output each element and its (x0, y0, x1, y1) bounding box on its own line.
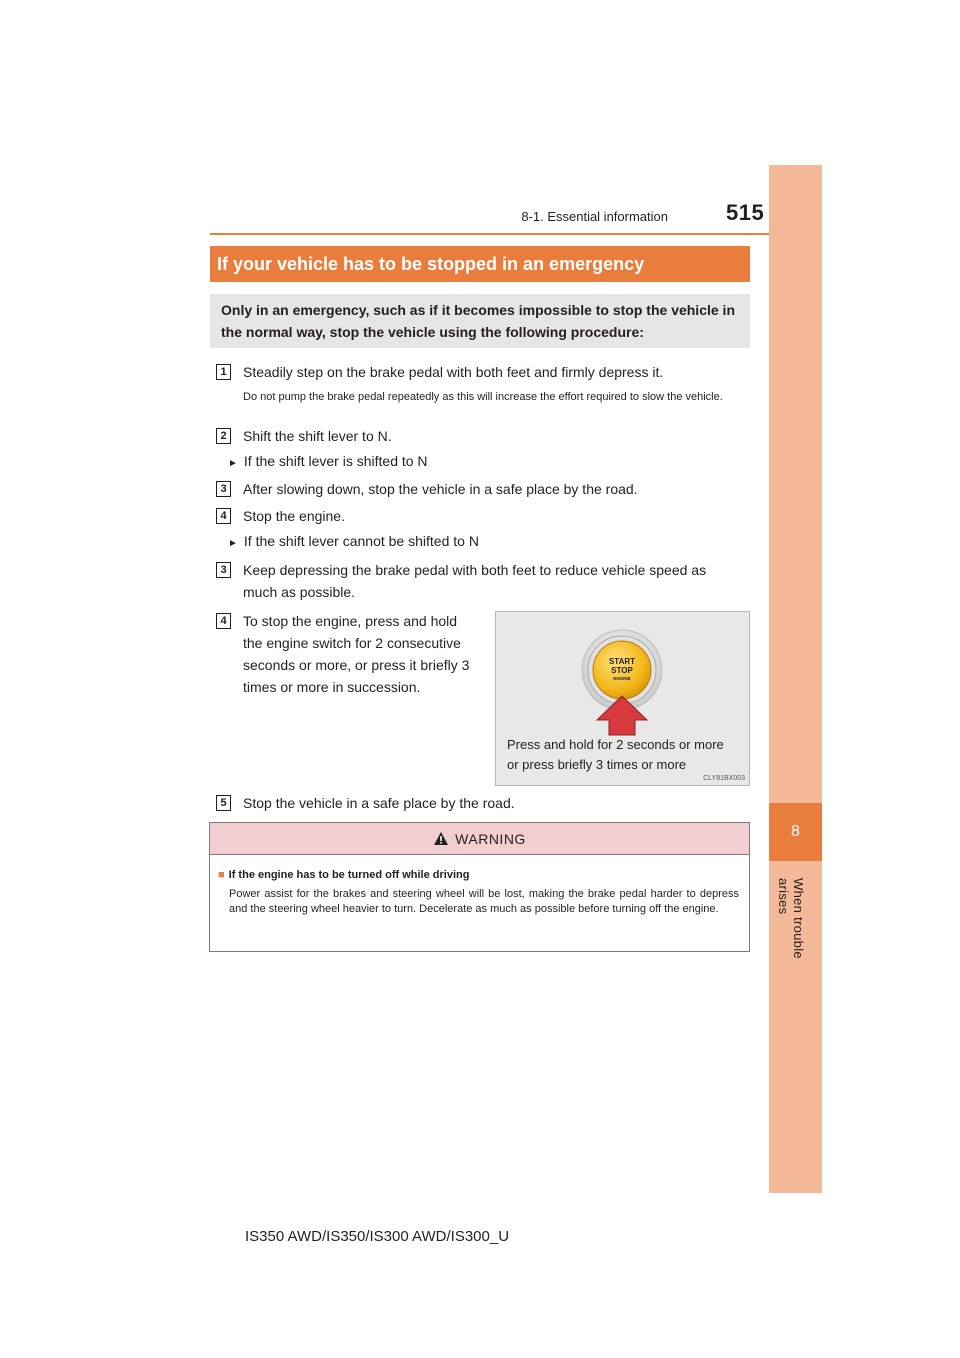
triangle-bullet-icon: ► (228, 458, 238, 469)
warning-subhead (218, 869, 469, 881)
engine-switch-figure (495, 611, 750, 786)
step-number-4a: 4 (216, 508, 231, 524)
step-3a-text: After slowing down, stop the vehicle in a safe place by the road. (243, 481, 638, 497)
step-4b-line2: the engine switch for 2 consecutive (243, 635, 461, 651)
step-5-text: Stop the vehicle in a safe place by the road. (243, 795, 515, 811)
warning-body: Power assist for the brakes and steering wheel will be lost, making the brake pedal harder to depress and the steering wheel heavier to turn. Decelerate as much as possible before turning off the engine. (229, 888, 739, 915)
stop-label: STOP (611, 666, 633, 675)
step-1-note: Do not pump the brake pedal repeatedly as this will increase the effort required to slow the vehicle. (243, 391, 723, 403)
square-bullet-icon: ■ (218, 869, 225, 881)
step-4a-text: Stop the engine. (243, 508, 345, 524)
engine-switch-illustration (496, 612, 749, 737)
engine-label: ENGINE (613, 676, 631, 681)
step-3b-line1: Keep depressing the brake pedal with both feet to reduce vehicle speed as (243, 562, 707, 578)
step-2-text: Shift the shift lever to N. (243, 428, 392, 444)
step-4b-line4: times or more in succession. (243, 679, 421, 695)
section-label: 8-1. Essential information (521, 209, 668, 224)
step-3b-line2: much as possible. (243, 584, 356, 600)
condition-heading-a (228, 453, 428, 469)
step-number-4b: 4 (216, 613, 231, 629)
step-number-3a: 3 (216, 481, 231, 497)
step-number-5: 5 (216, 795, 231, 811)
page-number: 515 (726, 200, 765, 225)
step-1-text: Steadily step on the brake pedal with both feet and firmly depress it. (243, 364, 664, 380)
warning-box (209, 822, 750, 952)
step-number-3b: 3 (216, 562, 231, 578)
step-4b-line1: To stop the engine, press and hold (243, 613, 458, 629)
header-rule (210, 233, 822, 235)
condition-b-text: If the shift lever cannot be shifted to N (243, 533, 479, 549)
chapter-number-tab: 8 (769, 803, 822, 861)
step-4b-line3: seconds or more, or press it briefly 3 (243, 657, 470, 673)
condition-a-text: If the shift lever is shifted to N (243, 453, 428, 469)
start-label: START (608, 657, 636, 666)
figure-caption-line1: Press and hold for 2 seconds or more (507, 737, 724, 752)
step-number-1: 1 (216, 364, 231, 380)
side-tab-strip (769, 165, 822, 1193)
condition-heading-b (228, 533, 479, 549)
chapter-title: When trouble arises (776, 878, 806, 959)
figure-caption (507, 735, 747, 775)
footer-model: IS350 AWD/IS350/IS300 AWD/IS300_U (245, 1228, 510, 1245)
warning-title: WARNING (455, 830, 526, 847)
section-title: If your vehicle has to be stopped in an emergency (210, 246, 750, 282)
figure-caption-line2: or press briefly 3 times or more (507, 757, 687, 772)
step-number-2: 2 (216, 428, 231, 444)
warning-header (210, 823, 749, 855)
triangle-bullet-icon: ► (228, 538, 238, 549)
figure-code: CLY81BX003 (703, 775, 745, 782)
warning-subhead-text: If the engine has to be turned off while driving (228, 869, 470, 881)
intro-box: Only in an emergency, such as if it becomes impossible to stop the vehicle in the normal way, stop the vehicle using the following procedure: (210, 294, 750, 348)
warning-triangle-icon (433, 831, 449, 846)
